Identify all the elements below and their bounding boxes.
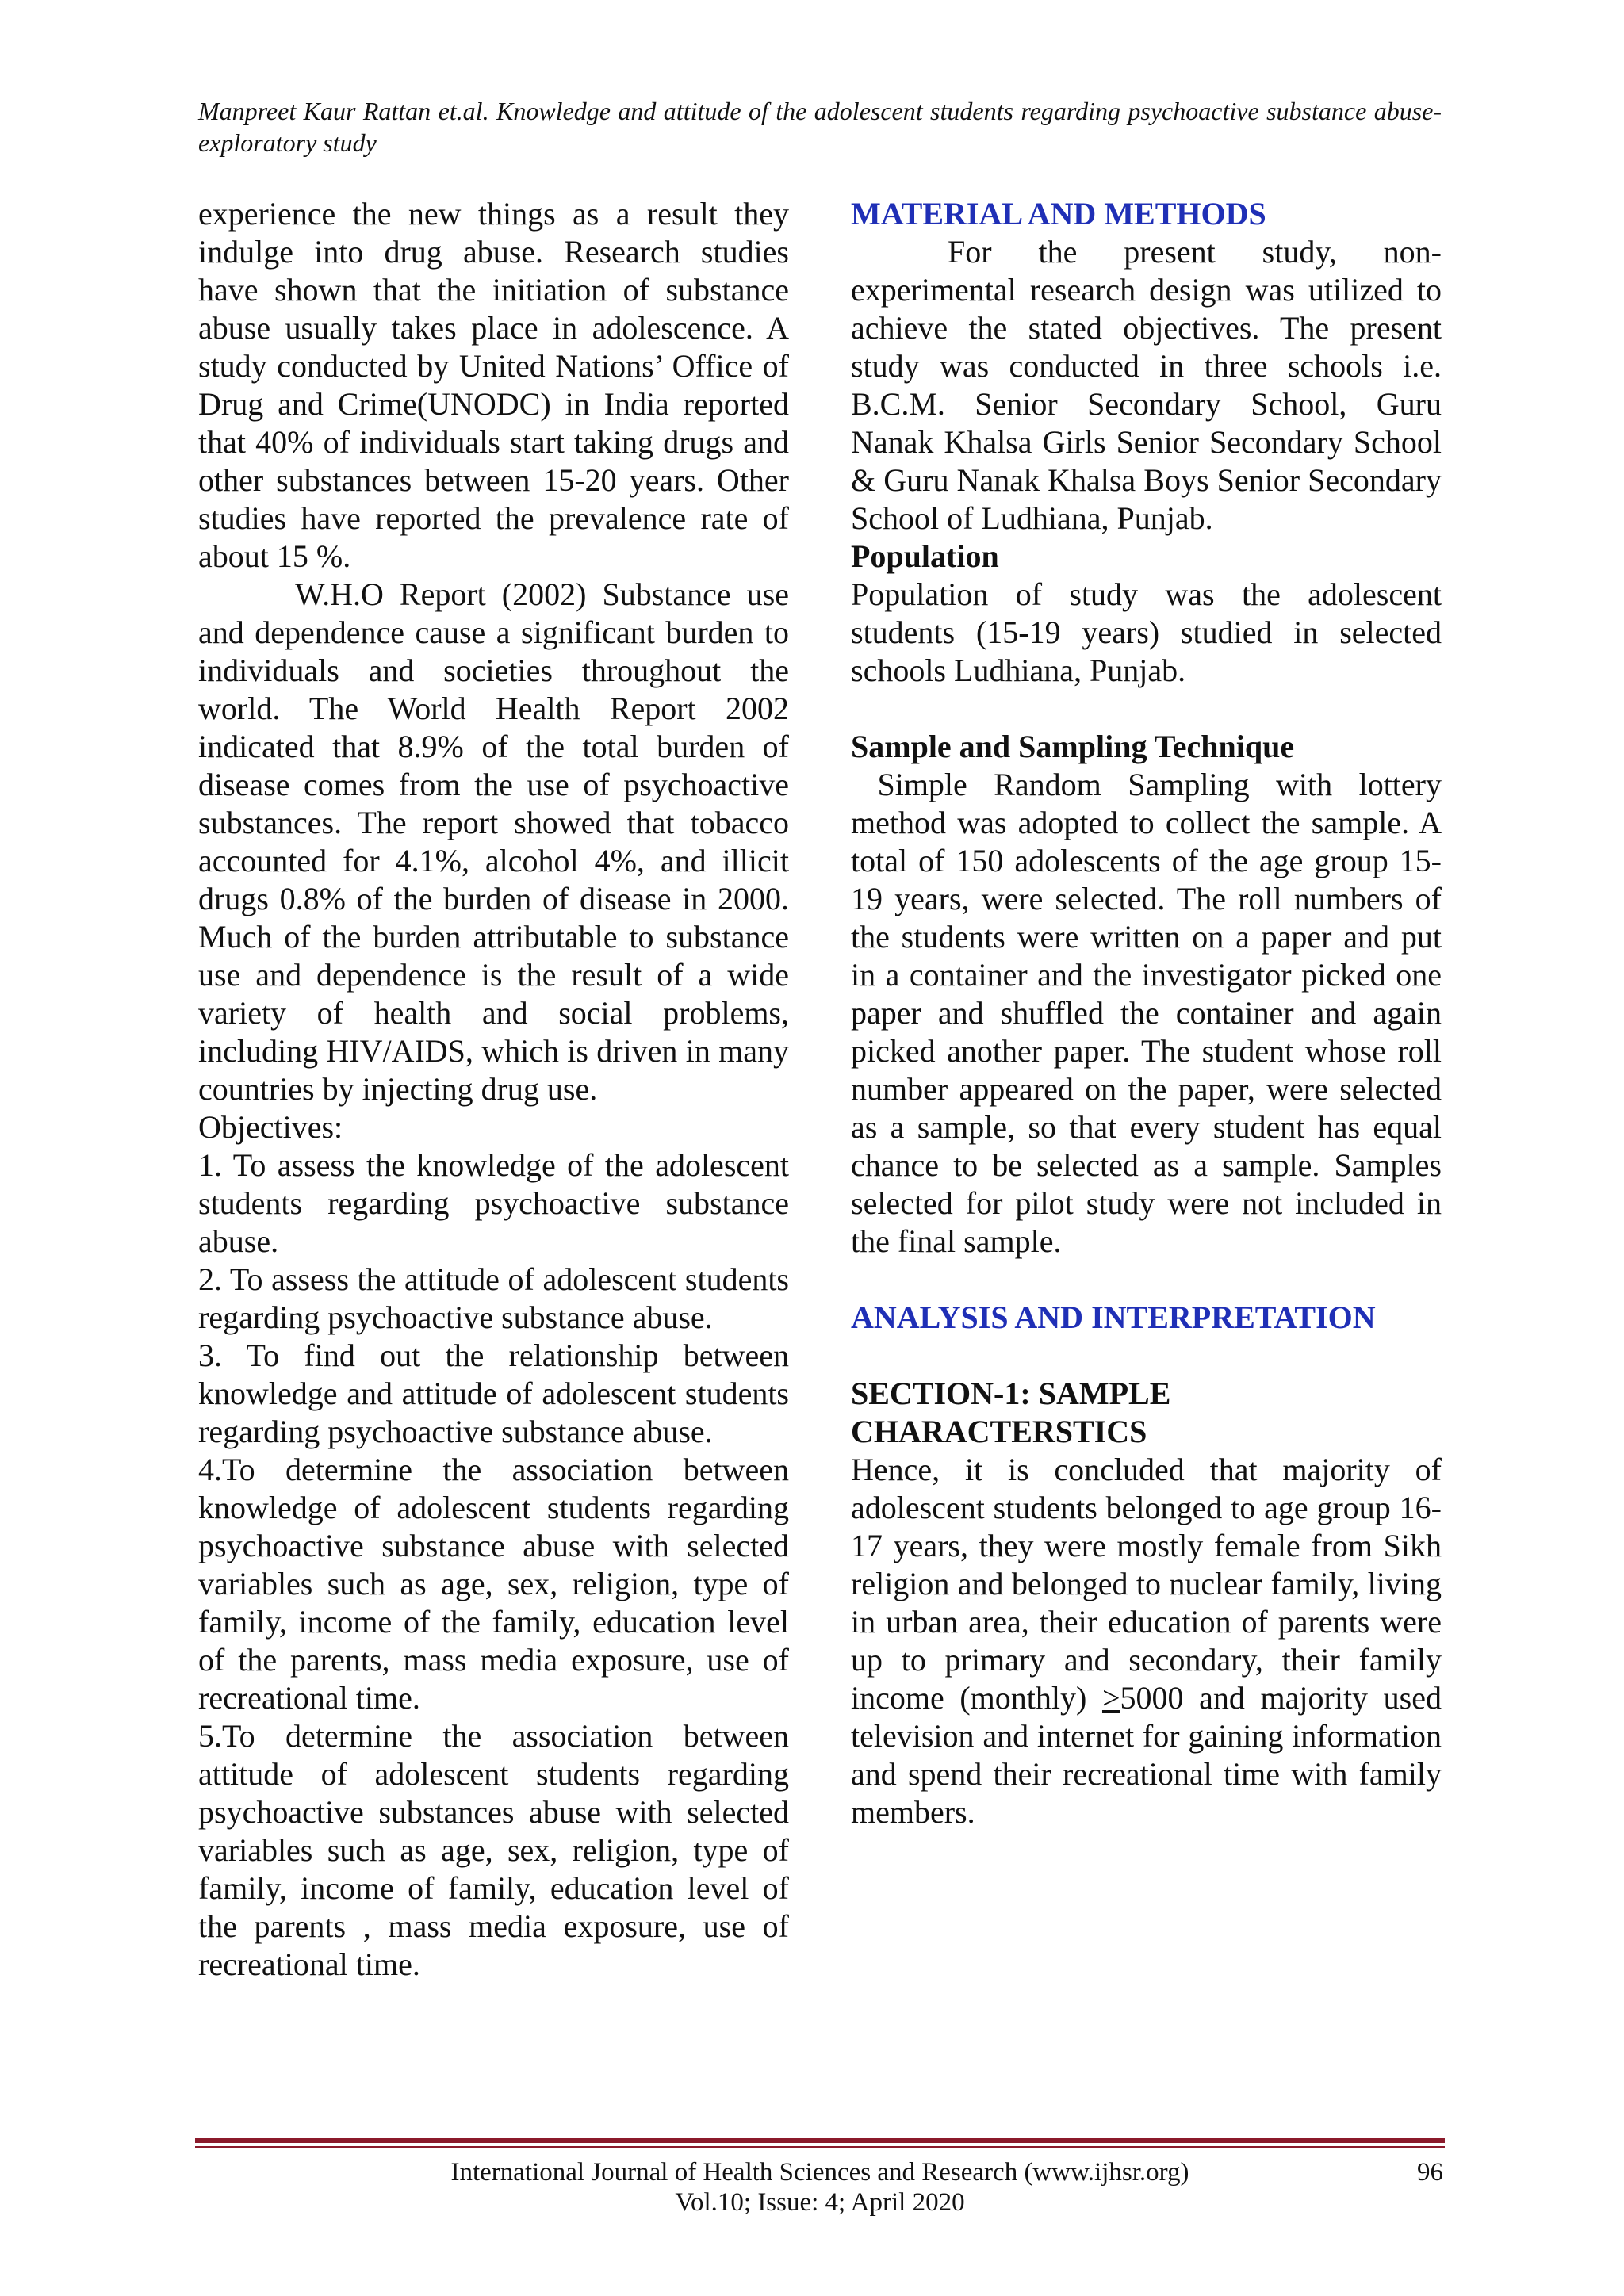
running-head: Manpreet Kaur Rattan et.al. Knowledge and attitude of the adolescent students regarding psychoactive substance abuse-exploratory study — [198, 97, 1442, 157]
footer-divider — [195, 2138, 1445, 2143]
section1-heading: SECTION-1: SAMPLE CHARACTERSTICS — [851, 1376, 1171, 1449]
analysis-heading: ANALYSIS AND INTERPRETATION — [851, 1299, 1376, 1335]
section1-text-before: Hence, it is concluded that majority of adolescent students belonged to age group 16-17 years, they were mostly female from Sikh religion and belonged to nuclear family, living in urban area, their education of parents were up to primary and secondary, their family income (monthly) — [851, 1452, 1442, 1716]
right-column — [851, 195, 1450, 1831]
left-column — [198, 195, 789, 1984]
objectives-label: Objectives: — [198, 1109, 343, 1145]
methods-heading: MATERIAL AND METHODS — [851, 196, 1266, 232]
objective-item: 1. To assess the knowledge of the adolescent students regarding psychoactive substance abuse. — [198, 1147, 789, 1259]
spacer — [851, 1261, 1442, 1299]
population-paragraph: Population of study was the adolescent students (15-19 years) studied in selected schools Ludhiana, Punjab. — [851, 576, 1442, 688]
who-report-paragraph: W.H.O Report (2002) Substance use and dependence cause a significant burden to individuals and societies throughout the world. The World Health Report 2002 indicated that 8.9% of the total burden of disease comes from the use of psychoactive substances. The report showed that tobacco accounted for 4.1%, alcohol 4%, and illicit drugs 0.8% of the burden of disease in 2000. Much of the burden attributable to substance use and dependence is the result of a wide variety of health and social problems, including HIV/AIDS, which is driven in many countries by injecting drug use. — [198, 576, 789, 1107]
objective-item: 5.To determine the association between attitude of adolescent students regarding psychoactive substances abuse with selected variables such as age, sex, religion, type of family, income of family, education level of the parents , mass media exposure, use of recreational time. — [198, 1718, 789, 1982]
footer-divider-thin — [195, 2146, 1445, 2148]
objective-item: 2. To assess the attitude of adolescent students regarding psychoactive substance abuse. — [198, 1261, 789, 1335]
footer-journal: International Journal of Health Sciences and Research (www.ijhsr.org) — [450, 2158, 1189, 2187]
spacer — [851, 1337, 1442, 1375]
intro-paragraph: experience the new things as a result they indulge into drug abuse. Research studies have shown that the initiation of substance abuse usually takes place in adolescence. A study conducted by United Nations’ Office of Drug and Crime(UNODC) in India reported that 40% of individuals start taking drugs and other substances between 15-20 years. Other studies have reported the prevalence rate of about 15 %. — [198, 196, 789, 574]
objective-item: 4.To determine the association between knowledge of adolescent students regarding psychoactive substance abuse with selected variables such as age, sex, religion, type of family, income of the family, education level of the parents, mass media exposure, use of recreational time. — [198, 1452, 789, 1716]
sampling-heading: Sample and Sampling Technique — [851, 729, 1295, 764]
objective-item: 3. To find out the relationship between knowledge and attitude of adolescent students regarding psychoactive substance abuse. — [198, 1337, 789, 1449]
methods-paragraph: For the present study, non-experimental research design was utilized to achieve the stated objectives. The present study was conducted in three schools i.e. B.C.M. Senior Secondary School, Guru Nanak Khalsa Girls Senior Secondary School & Guru Nanak Khalsa Boys Senior Secondary School of Ludhiana, Punjab. — [851, 234, 1442, 536]
footer-issue: Vol.10; Issue: 4; April 2020 — [675, 2188, 965, 2217]
population-heading: Population — [851, 538, 999, 574]
page-number: 96 — [1417, 2158, 1443, 2187]
section1-text-after: 5000 and majority used television and internet for gaining information and spend their recreational time with family members. — [851, 1680, 1442, 1830]
section1-paragraph — [851, 1451, 1442, 1831]
spacer — [851, 690, 1442, 728]
greater-equal-symbol: > — [1101, 1680, 1120, 1716]
sampling-paragraph: Simple Random Sampling with lottery method was adopted to collect the sample. A total of 150 adolescents of the age group 15-19 years, were selected. The roll numbers of the students were written on a paper and put in a container and the investigator picked one paper and shuffled the container and again picked another paper. The student whose roll number appeared on the paper, were selected as a sample, so that every student has equal chance to be selected as a sample. Samples selected for pilot study were not included in the final sample. — [851, 767, 1450, 1259]
